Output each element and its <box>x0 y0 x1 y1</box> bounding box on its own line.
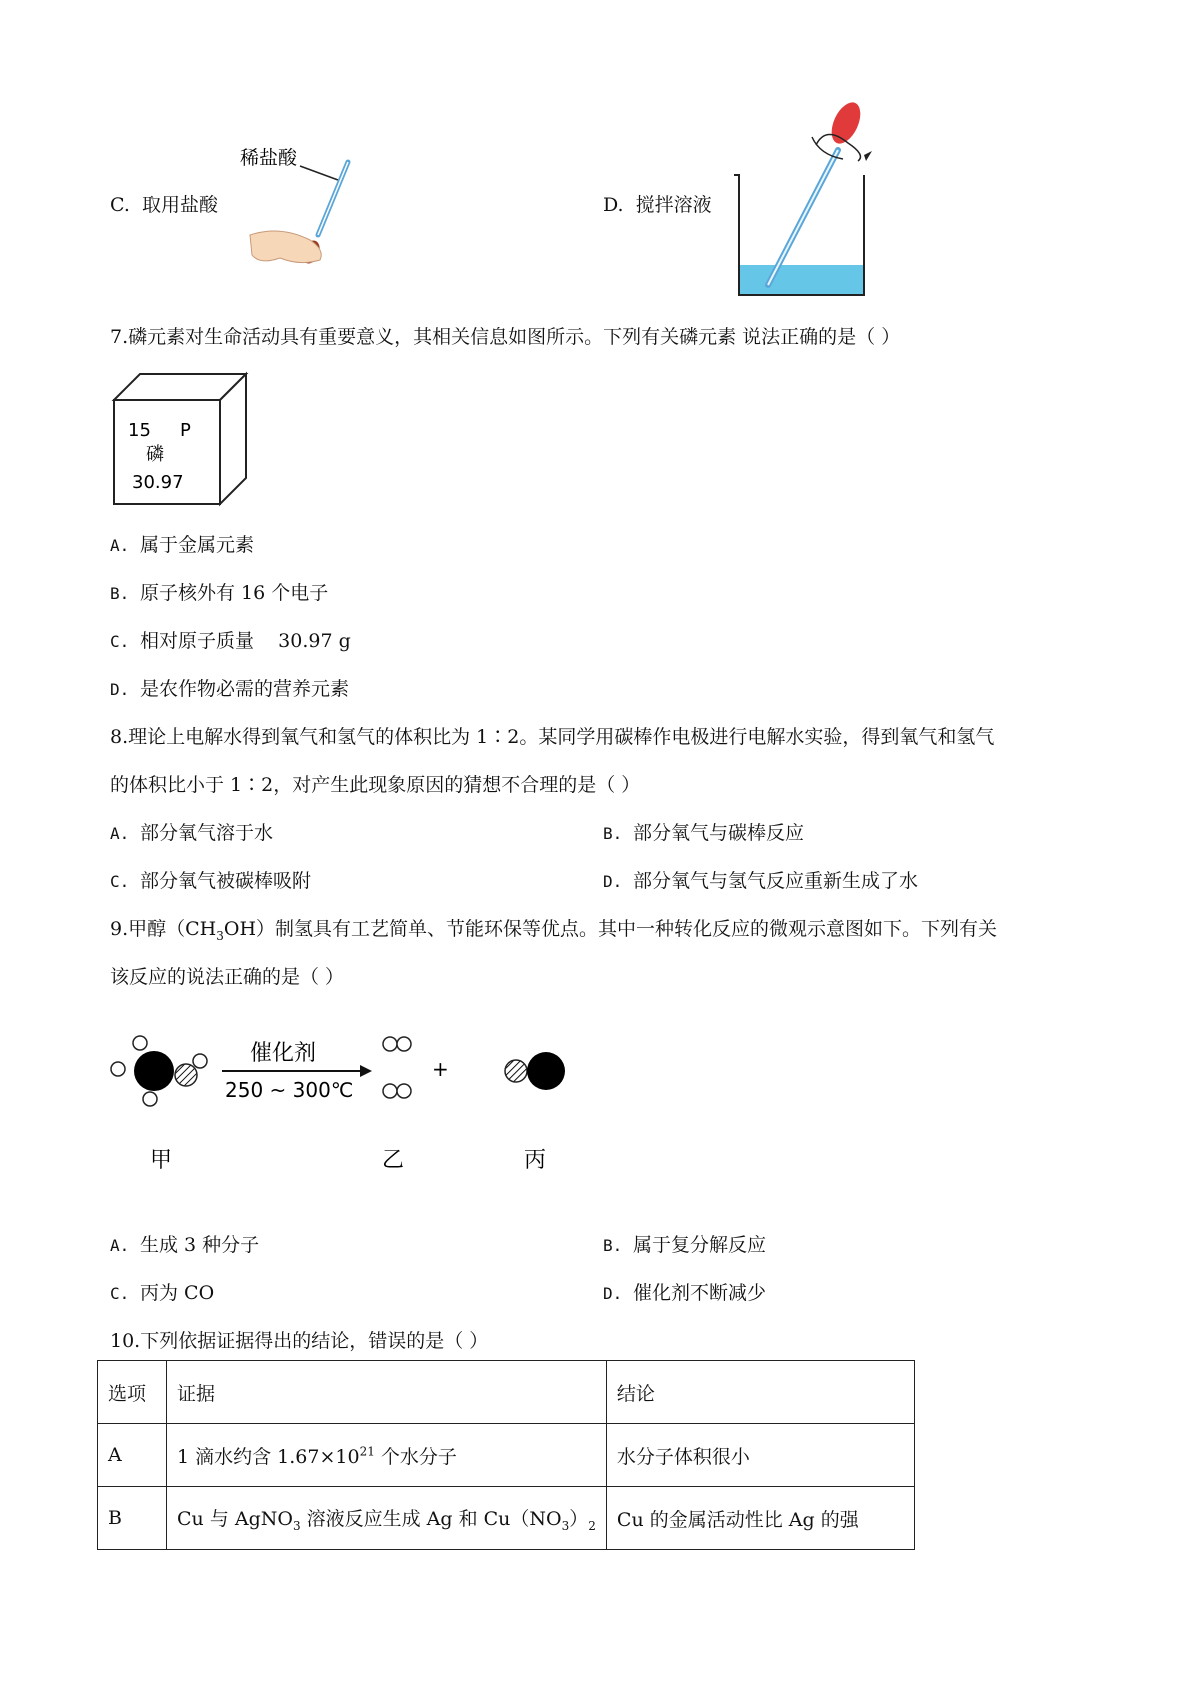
dropper-label: 稀盐酸 <box>240 147 298 169</box>
q7-option-b: B. 原子核外有 16 个电子 <box>110 582 329 604</box>
row-b-option: B <box>98 1487 167 1550</box>
header-evidence: 证据 <box>167 1361 607 1424</box>
q8-option-c: C. 部分氧气被碳棒吸附 <box>110 870 312 892</box>
q6-option-d: D. 搅拌溶液 <box>603 194 712 216</box>
plus-sign: + <box>432 1057 449 1081</box>
header-conclusion: 结论 <box>606 1361 914 1424</box>
q9-stem-line1: 9.甲醇$(CH_3OH)$制氢具有工艺简单、节能环保等优点。其中一种转化反应的微观示意图如下。下列有关 <box>110 918 998 943</box>
element-card-phosphorus <box>110 370 250 510</box>
q8-option-d: D. 部分氧气与氢气反应重新生成了水 <box>603 870 919 892</box>
label-yi: 乙 <box>382 1148 405 1173</box>
q7-stem: 7.磷元素对生命活动具有重要意义，其相关信息如图所示。下列有关磷元素 说法正确的是（ ） <box>110 326 901 348</box>
beaker-dropper-figure <box>728 95 878 305</box>
q8-option-a: A. 部分氧气溶于水 <box>110 822 274 844</box>
q7-option-a: A. 属于金属元素 <box>110 534 255 556</box>
dropper-hand-figure <box>240 140 360 270</box>
row-a-evidence: 1 滴水约含 $1.67\times 10^{21}$ 个水分子 <box>167 1424 607 1487</box>
label-bing: 丙 <box>524 1148 547 1173</box>
element-number: 15 <box>128 420 151 441</box>
q7-option-d: D. 是农作物必需的营养元素 <box>110 678 350 700</box>
element-name: 磷 <box>146 444 164 465</box>
q9-option-d: D. 催化剂不断减少 <box>603 1282 767 1304</box>
table-row <box>98 1487 915 1550</box>
q9-option-a: A. 生成 3 种分子 <box>110 1234 260 1256</box>
element-mass: 30.97 <box>132 472 184 493</box>
header-option: 选项 <box>98 1361 167 1424</box>
q8-stem-line2: 的体积比小于 1∶2，对产生此现象原因的猜想不合理的是（ ） <box>110 774 641 796</box>
q8-option-b: B. 部分氧气与碳棒反应 <box>603 822 805 844</box>
co-molecule <box>505 1052 565 1090</box>
q8-stem-line1: 8.理论上电解水得到氧气和氢气的体积比为 1∶2。某同学用碳棒作电极进行电解水实验，得到氧气和氢气 <box>110 726 995 748</box>
q9-option-c: C. 丙为 CO <box>110 1282 215 1304</box>
temperature-label: 250 ~ 300℃ <box>225 1078 354 1102</box>
methanol-molecule <box>111 1036 207 1106</box>
q10-stem: 10.下列依据证据得出的结论，错误的是（ ） <box>110 1330 489 1352</box>
q9-option-b: B. 属于复分解反应 <box>603 1234 767 1256</box>
q7-option-c: C. 相对原子质量 30.97 g <box>110 630 351 652</box>
reaction-diagram <box>110 1025 590 1185</box>
element-symbol: P <box>180 420 191 441</box>
row-b-conclusion: Cu 的金属活动性比 Ag 的强 <box>606 1487 914 1550</box>
row-a-conclusion: 水分子体积很小 <box>606 1424 914 1487</box>
catalyst-label: 催化剂 <box>250 1041 317 1066</box>
table-header-row <box>98 1361 915 1424</box>
evidence-table <box>97 1360 915 1550</box>
row-a-option: A <box>98 1424 167 1487</box>
row-b-evidence: Cu 与 AgNO$_3$ 溶液反应生成 Ag 和 $Cu(NO_3)_2$ <box>167 1487 607 1550</box>
table-row <box>98 1424 915 1487</box>
q9-stem-line2: 该反应的说法正确的是（ ） <box>110 966 345 988</box>
hydrogen-molecules <box>383 1037 411 1098</box>
q6-option-c: C. 取用盐酸 <box>110 194 218 216</box>
label-jia: 甲 <box>150 1148 173 1173</box>
